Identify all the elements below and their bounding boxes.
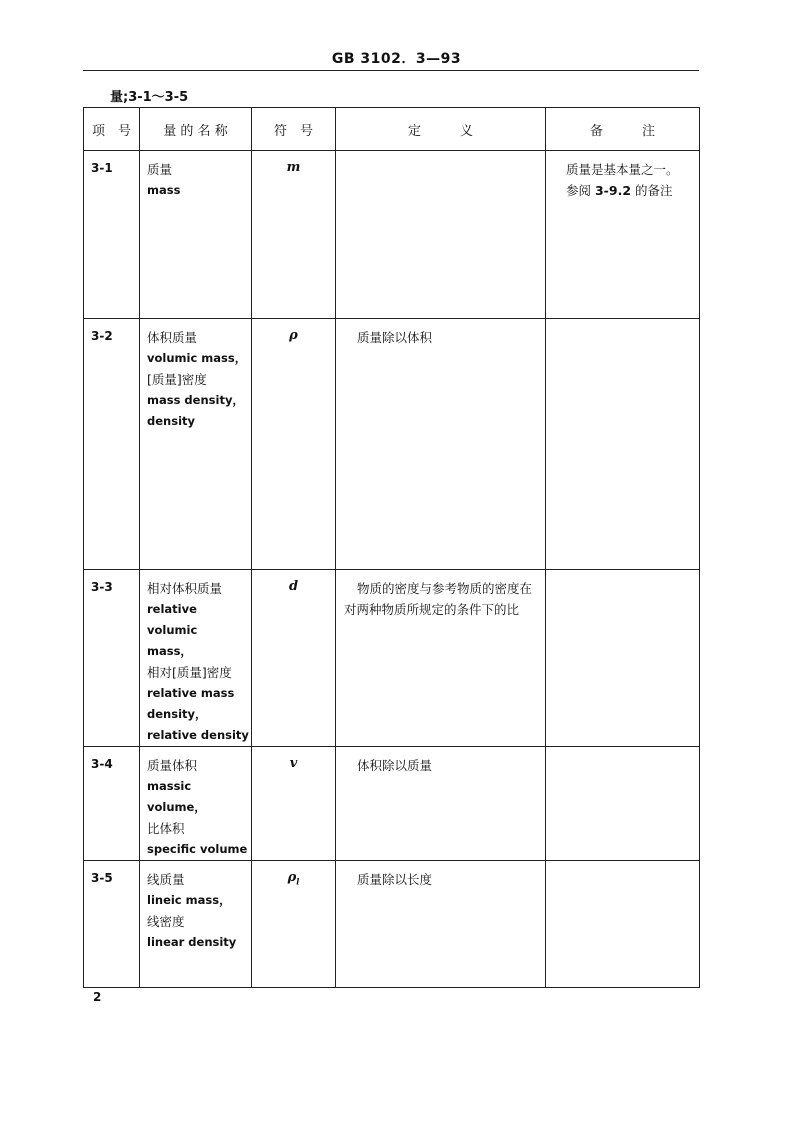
name-en: volumic mass， <box>147 351 247 365</box>
quantity-name <box>140 747 252 861</box>
name-zh: 线质量 <box>147 872 185 887</box>
name-en: density <box>147 414 195 428</box>
column-header-remarks: 备 注 <box>546 108 700 151</box>
column-header-item-no: 项 号 <box>84 108 140 151</box>
item-number: 3-1 <box>84 151 140 319</box>
quantity-symbol <box>252 861 336 988</box>
quantity-symbol <box>252 151 336 319</box>
document-header: GB 3102．3—93 <box>331 51 462 67</box>
symbol-text: m <box>286 160 301 175</box>
table-row <box>84 861 700 988</box>
name-en: mass <box>147 183 181 197</box>
item-number: 3-4 <box>84 747 140 861</box>
name-en: relative density <box>147 728 249 742</box>
quantity-symbol <box>252 319 336 570</box>
symbol-subscript: l <box>296 876 300 887</box>
remark-reference: 3-9.2 <box>594 183 632 198</box>
name-en: mass， <box>147 644 192 658</box>
symbol-text: ρ <box>287 870 297 885</box>
table-row <box>84 319 700 570</box>
remarks <box>546 151 700 319</box>
table-caption: 量;3-1～3-5 <box>110 90 189 105</box>
name-zh: 质量 <box>147 162 173 177</box>
column-header-definition: 定 义 <box>336 108 546 151</box>
name-en: lineic mass， <box>147 893 231 907</box>
table-row <box>84 570 700 747</box>
remarks <box>546 861 700 988</box>
name-zh: 质量体积 <box>147 758 198 773</box>
item-number: 3-2 <box>84 319 140 570</box>
table-row <box>84 747 700 861</box>
name-zh: 线密度 <box>147 914 185 929</box>
definition <box>336 151 546 319</box>
name-zh: 比体积 <box>147 821 185 836</box>
column-header-symbol: 符 号 <box>252 108 336 151</box>
remark-line: 质量是基本量之一。 <box>566 162 679 177</box>
quantities-table <box>83 107 700 988</box>
remarks <box>546 747 700 861</box>
name-en: mass density， <box>147 393 244 407</box>
name-zh: 相对体积质量 <box>147 581 223 596</box>
item-number: 3-3 <box>84 570 140 747</box>
definition: 质量除以体积 <box>336 319 546 570</box>
symbol-text: ρ <box>289 328 298 343</box>
name-en: relative mass <box>147 686 235 700</box>
remark-text-suffix: 的备注 <box>631 183 673 198</box>
symbol-text: v <box>289 756 298 771</box>
definition: 体积除以质量 <box>336 747 546 861</box>
remark-text: 参阅 <box>566 183 595 198</box>
definition: 物质的密度与参考物质的密度在对两种物质所规定的条件下的比 <box>336 570 546 747</box>
quantity-name <box>140 151 252 319</box>
definition: 质量除以长度 <box>336 861 546 988</box>
item-number: 3-5 <box>84 861 140 988</box>
name-en: linear density <box>147 935 237 949</box>
quantity-symbol <box>252 570 336 747</box>
name-en: density， <box>147 707 207 721</box>
remarks <box>546 570 700 747</box>
table-header-row <box>84 108 700 151</box>
quantity-name <box>140 861 252 988</box>
name-zh: 相对[质量]密度 <box>147 665 232 680</box>
quantity-name <box>140 570 252 747</box>
quantity-symbol <box>252 747 336 861</box>
quantity-name <box>140 319 252 570</box>
name-en: specific volume <box>147 842 248 856</box>
name-en: relative volumic <box>147 602 198 637</box>
name-en: massic volume， <box>147 779 206 814</box>
page-number: 2 <box>93 990 102 1004</box>
symbol-text: d <box>288 579 299 594</box>
table-row <box>84 151 700 319</box>
name-zh: 体积质量 <box>147 330 198 345</box>
header-rule <box>83 70 699 71</box>
remarks <box>546 319 700 570</box>
name-zh: [质量]密度 <box>147 372 207 387</box>
column-header-quantity-name: 量 的 名 称 <box>140 108 252 151</box>
